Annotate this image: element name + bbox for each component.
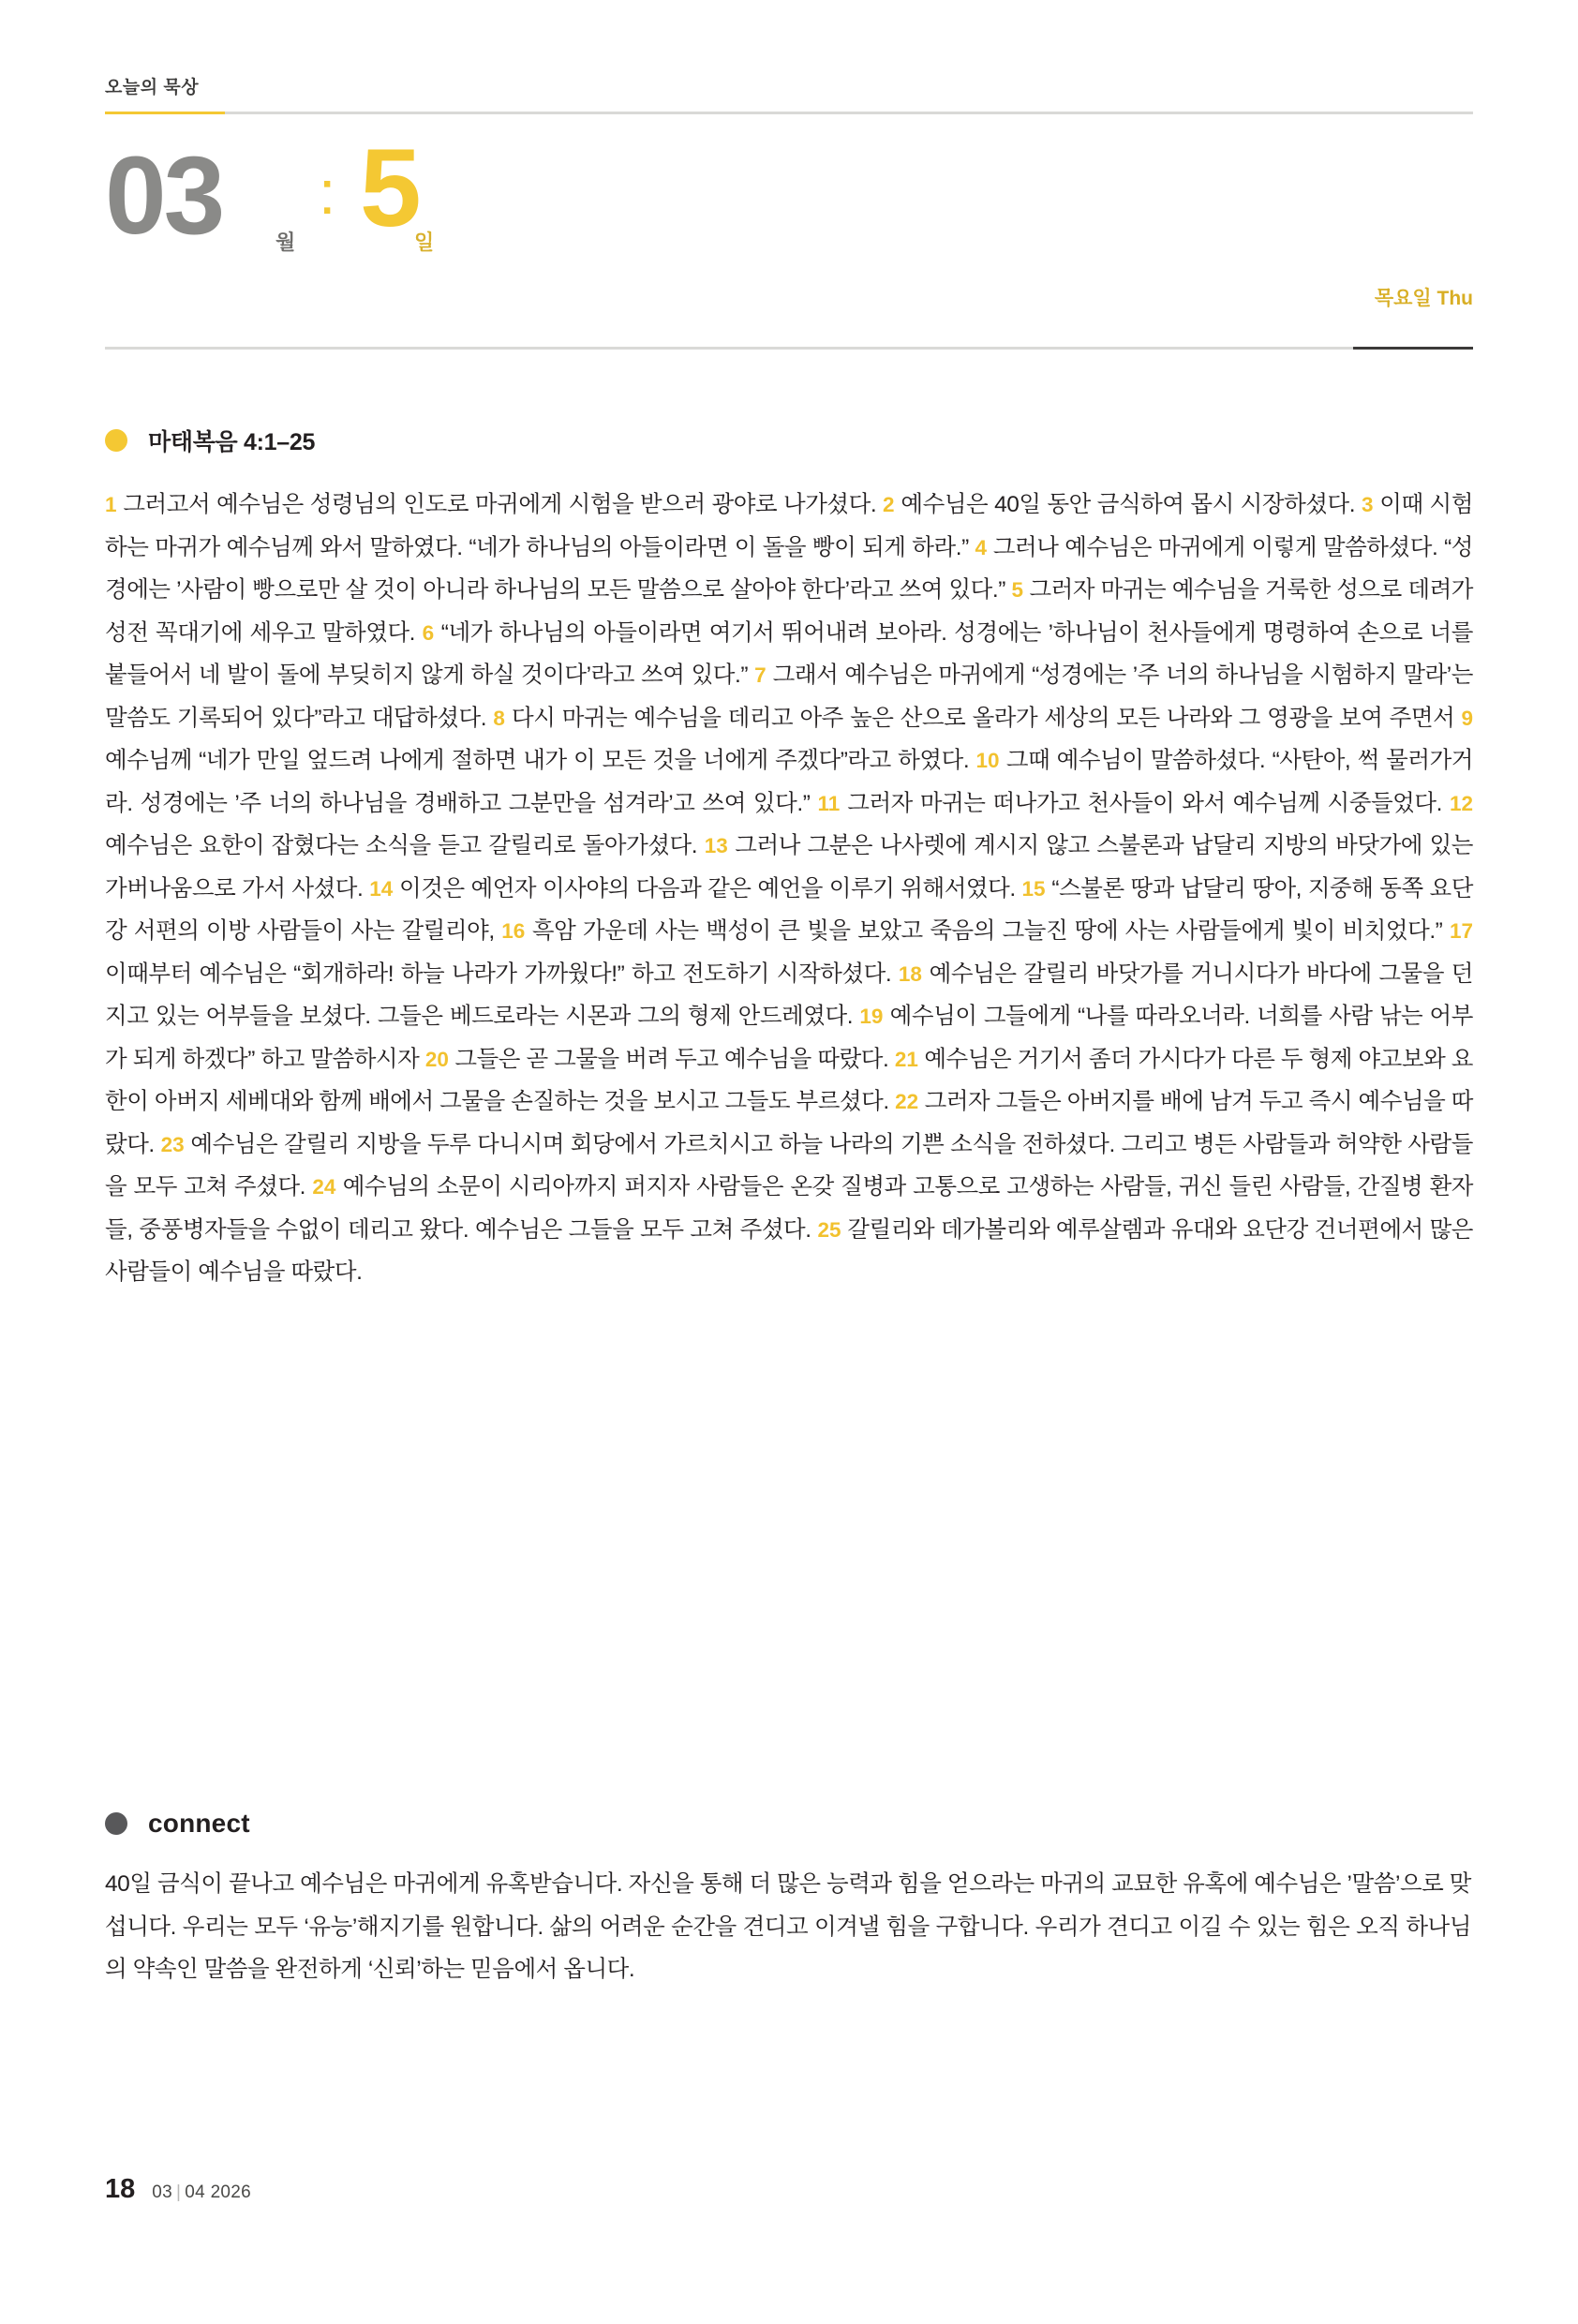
verse-number: 9: [1461, 706, 1474, 730]
verse-text: 갈릴리와 데가볼리와 예루살렘과 유대와 요단강 건너편에서 많은 사람들이 예수님을 따랐다.: [105, 1216, 1473, 1285]
verse-number: 6: [422, 620, 435, 645]
verse-text: 예수님의 소문이 시리아까지 퍼지자 사람들은 온갖 질병과 고통으로 고생하는 사람들, 귀신 들린 사람들, 간질병 환자들, 중풍병자들을 수없이 데리고 왔다. 예수님은 그들을 모두 고쳐 주셨다.: [105, 1174, 1473, 1243]
verse-text: 그러나 예수님은 마귀에게 이렇게 말씀하셨다. “성경에는 ’사람이 빵으로만 살 것이 아니라 하나님의 모든 말씀으로 살아야 한다’라고 쓰여 있다.”: [105, 534, 1473, 603]
header-bottom-rule: [105, 347, 1473, 350]
connect-heading: [105, 1809, 250, 1839]
header-bottom-rule-accent: [1353, 347, 1473, 350]
verse-text: “네가 하나님의 아들이라면 여기서 뛰어내려 보아라. 성경에는 ’하나님이 천사들에게 명령하여 손으로 너를 붙들어서 네 발이 돌에 부딪히지 않게 하실 것이다’라고 쓰여 있다.”: [105, 619, 1473, 688]
bullet-icon: [105, 429, 127, 452]
verse-text: 이것은 예언자 이사야의 다음과 같은 예언을 이루기 위해서였다.: [393, 875, 1022, 901]
page-footer: [105, 2174, 251, 2205]
verse-number: 2: [883, 493, 895, 516]
verse-number: 7: [754, 663, 767, 687]
date-block: [105, 127, 1473, 328]
verse-text: 예수님은 거기서 좀더 가시다가 다른 두 형제 야고보와 요한이 아버지 세베대와 함께 배에서 그물을 손질하는 것을 보시고 그들도 부르셨다.: [105, 1046, 1473, 1114]
verse-text: 예수님께 “네가 만일 엎드려 나에게 절하면 내가 이 모든 것을 너에게 주겠다”라고 하였다.: [105, 748, 976, 773]
verse-number: 5: [1011, 578, 1023, 602]
header-top-rule-accent: [105, 112, 225, 114]
verse-number: 15: [1021, 876, 1046, 901]
verse-number: 21: [894, 1047, 918, 1071]
verse-text: 예수님은 갈릴리 지방을 두루 다니시며 회당에서 가르치시고 하늘 나라의 기쁜 소식을 전하셨다. 그리고 병든 사람들과 허약한 사람들을 모두 고쳐 주셨다.: [105, 1131, 1473, 1199]
date-weekday: 목요일 Thu: [1374, 288, 1473, 309]
footer-date-month: 03: [152, 2182, 172, 2202]
verse-number: 11: [817, 791, 841, 815]
verse-number: 12: [1449, 791, 1473, 815]
verse-text: 그러자 마귀는 예수님을 거룩한 성으로 데려가 성전 꼭대기에 세우고 말하였다.: [105, 577, 1474, 646]
verse-number: 22: [895, 1090, 919, 1113]
connect-title: connect: [148, 1809, 250, 1838]
verse-number: 19: [859, 1005, 884, 1028]
verse-text: 그러자 그들은 아버지를 배에 남겨 두고 즉시 예수님을 따랐다.: [105, 1089, 1473, 1157]
passage-body: [105, 484, 1473, 1294]
footer-date: [152, 2182, 251, 2203]
verse-number: 4: [975, 535, 988, 559]
verse-text: 예수님은 40일 동안 금식하여 몹시 시장하셨다.: [894, 492, 1362, 517]
verse-number: 1: [105, 493, 117, 516]
verse-number: 3: [1361, 493, 1374, 516]
verse-number: 8: [493, 706, 505, 730]
verse-number: 25: [817, 1217, 841, 1242]
verse-text: 다시 마귀는 예수님을 데리고 아주 높은 산으로 올라가 세상의 모든 나라와 그 영광을 보여 주면서: [504, 705, 1462, 731]
verse-number: 18: [898, 961, 922, 986]
date-month-unit: 월: [275, 231, 296, 254]
verse-text: 예수님은 갈릴리 바닷가를 거니시다가 바다에 그물을 던지고 있는 어부들을 보셨다. 그들은 베드로라는 시몬과 그의 형제 안드레였다.: [105, 961, 1473, 1029]
header-top-rule: [105, 112, 1473, 114]
date-day-unit: 일: [414, 231, 435, 254]
verse-text: “스불론 땅과 납달리 땅아, 지중해 동쪽 요단강 서편의 이방 사람들이 사는 갈릴리야,: [105, 875, 1473, 944]
page-number: 18: [105, 2174, 136, 2204]
passage-heading: [105, 424, 315, 457]
passage-reference: 마태복음 4:1–25: [148, 429, 316, 455]
verse-number: 24: [312, 1175, 336, 1199]
verse-text: 흑암 가운데 사는 백성이 큰 빛을 보았고 죽음의 그늘진 땅에 사는 사람들에게 빛이 비치었다.”: [525, 918, 1450, 944]
date-day: 5: [360, 127, 420, 250]
verse-text: 예수님은 요한이 잡혔다는 소식을 듣고 갈릴리로 돌아가셨다.: [105, 833, 705, 858]
verse-text: 이때 시험하는 마귀가 예수님께 와서 말하였다. “네가 하나님의 아들이라면 이 돌을 빵이 되게 하라.”: [105, 492, 1473, 560]
verse-number: 20: [424, 1047, 449, 1071]
connect-body: 40일 금식이 끝나고 예수님은 마귀에게 유혹받습니다. 자신을 통해 더 많은 능력과 힘을 얻으라는 마귀의 교묘한 유혹에 예수님은 ’말씀’으로 맞섭니다. 우리는 모두 ‘유능’해지기를 원합니다. 삶의 어려운 순간을 견디고 이겨낼 힘을 구합니다. 우리가 견디고 이길 수 있는 힘은 오직 하나님의 약속인 말씀을 완전하게 ‘신뢰’하는 믿음에서 옵니다.: [105, 1871, 1471, 1982]
verse-text: 그때 예수님이 말씀하셨다. “사탄아, 썩 물러가거라. 성경에는 ’주 너의 하나님을 경배하고 그분만을 섬겨라’고 쓰여 있다.”: [105, 748, 1474, 816]
verse-text: 그러고서 예수님은 성령님의 인도로 마귀에게 시험을 받으러 광야로 나가셨다.: [116, 492, 884, 517]
verse-number: 13: [704, 834, 728, 857]
verse-text: 그들은 곧 그물을 버려 두고 예수님을 따랐다.: [448, 1046, 895, 1072]
footer-date-separator: |: [176, 2182, 182, 2202]
verse-text: 이때부터 예수님은 “회개하라! 하늘 나라가 가까웠다!” 하고 전도하기 시작하셨다.: [105, 961, 899, 987]
verse-number: 16: [501, 919, 526, 943]
footer-date-rest: 04 2026: [185, 2182, 252, 2202]
verse-number: 10: [975, 749, 1000, 772]
page-header: [105, 73, 1473, 114]
verse-number: 23: [160, 1132, 185, 1156]
verse-text: 예수님이 그들에게 “나를 따라오너라. 너희를 사람 낚는 어부가 되게 하겠다” 하고 말씀하시자: [105, 1004, 1473, 1072]
verse-number: 14: [369, 876, 394, 901]
bullet-icon: [105, 1812, 127, 1835]
kicker-label: 오늘의 묵상: [105, 78, 200, 97]
verse-number: 17: [1449, 919, 1473, 943]
verse-text: 그러자 마귀는 떠나가고 천사들이 와서 예수님께 시중들었다.: [840, 790, 1450, 816]
verse-text: 그러나 그분은 나사렛에 계시지 않고 스불론과 납달리 지방의 바닷가에 있는 가버나움으로 가서 사셨다.: [105, 833, 1474, 901]
verse-text: 그래서 예수님은 마귀에게 “성경에는 ’주 너의 하나님을 시험하지 말라’는 말씀도 기록되어 있다”라고 대답하셨다.: [105, 663, 1473, 731]
date-month: 03: [105, 134, 223, 258]
date-colon: :: [319, 157, 336, 227]
